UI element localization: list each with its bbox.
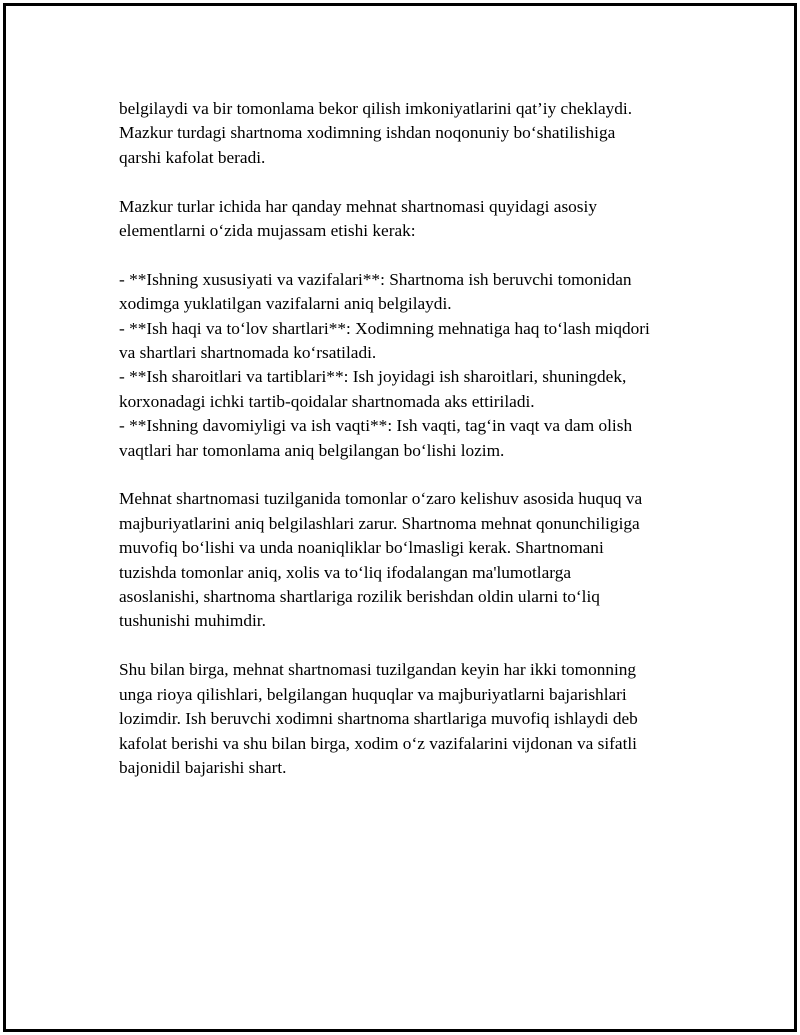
text-line: bajonidil bajarishi shart. <box>119 757 287 777</box>
text-line: Mehnat shartnomasi tuzilganida tomonlar o‘zaro kelishuv asosida huquq va <box>119 489 643 509</box>
list-item-line: - **Ishning davomiyligi va ish vaqti**: Ish vaqti, tag‘in vaqt va dam olish <box>119 416 633 436</box>
text-line: tushunishi muhimdir. <box>119 611 266 631</box>
list-item-line: - **Ish sharoitlari va tartiblari**: Ish joyidagi ish sharoitlari, shuningdek, <box>119 367 627 387</box>
text-line: muvofiq bo‘lishi va unda noaniqliklar bo‘lmasligi kerak. Shartnomani <box>119 538 604 558</box>
page-frame <box>3 3 797 1032</box>
list-item-line: - **Ishning xususiyati va vazifalari**: Shartnoma ish beruvchi tomonidan <box>119 269 632 289</box>
text-line: qarshi kafolat beradi. <box>119 147 266 167</box>
text-line: unga rioya qilishlari, belgilangan huquqlar va majburiyatlarni bajarishlari <box>119 684 627 704</box>
document-body <box>119 97 699 805</box>
list-item-line: vaqtlari har tomonlama aniq belgilangan bo‘lishi lozim. <box>119 440 505 460</box>
text-line: belgilaydi va bir tomonlama bekor qilish imkoniyatlarini qat’iy cheklaydi. <box>119 99 633 118</box>
paragraph-3-list <box>119 268 699 463</box>
text-line: Shu bilan birga, mehnat shartnomasi tuzilgandan keyin har ikki tomonning <box>119 660 637 680</box>
text-line: tuzishda tomonlar aniq, xolis va to‘liq ifodalangan ma'lumotlarga <box>119 562 572 582</box>
paragraph-1 <box>119 97 699 170</box>
text-line: Mazkur turdagi shartnoma xodimning ishdan noqonuniy bo‘shatilishiga <box>119 123 616 143</box>
text-line: lozimdir. Ish beruvchi xodimni shartnoma shartlariga muvofiq ishlaydi deb <box>119 709 638 729</box>
text-line: asoslanishi, shartnoma shartlariga rozilik berishdan oldin ularni to‘liq <box>119 587 600 607</box>
paragraph-4 <box>119 487 699 633</box>
list-item-line: korxonadagi ichki tartib-qoidalar shartnomada aks ettiriladi. <box>119 391 535 411</box>
text-line: majburiyatlarini aniq belgilashlari zarur. Shartnoma mehnat qonunchiligiga <box>119 513 640 533</box>
paragraph-5 <box>119 658 699 780</box>
text-line: Mazkur turlar ichida har qanday mehnat shartnomasi quyidagi asosiy <box>119 196 597 216</box>
list-item-line: - **Ish haqi va to‘lov shartlari**: Xodimning mehnatiga haq to‘lash miqdori <box>119 318 650 338</box>
list-item-line: xodimga yuklatilgan vazifalarni aniq belgilaydi. <box>119 294 452 314</box>
text-line: elementlarni o‘zida mujassam etishi kerak: <box>119 221 416 241</box>
text-line: kafolat berishi va shu bilan birga, xodim o‘z vazifalarini vijdonan va sifatli <box>119 733 637 753</box>
paragraph-2 <box>119 195 699 244</box>
list-item-line: va shartlari shartnomada ko‘rsatiladi. <box>119 343 377 363</box>
